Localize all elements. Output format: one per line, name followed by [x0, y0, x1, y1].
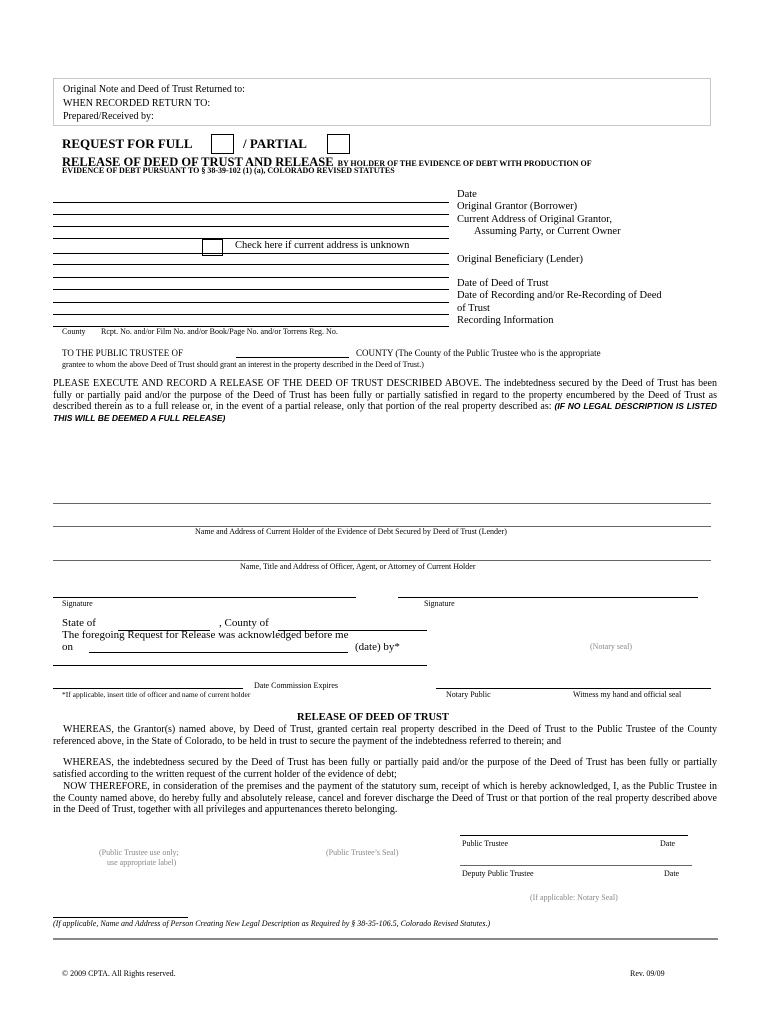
of-trust-label: of Trust — [457, 302, 490, 314]
request-full-label: REQUEST FOR FULL — [62, 136, 193, 151]
date-label: Date — [457, 189, 477, 200]
release-paragraph-3: NOW THEREFORE, in consideration of the premises and the payment of the statutory sum, receipt of which is hereby acknowledged, I, as the Public Trustee in the County named above, do hereby fully and absolutely release, cancel and forever discharge the Deed of Trust or that portion of the real property described above in the Deed of Trust, together with all privileges and appurtenances thereto belonging. — [53, 781, 717, 816]
on-label: on — [62, 641, 73, 653]
footer-divider — [53, 938, 718, 940]
deputy-trustee-date-label: Date — [664, 869, 680, 878]
signature-line-right[interactable] — [398, 597, 698, 598]
beneficiary-label: Original Beneficiary (Lender) — [457, 254, 583, 265]
commission-expires-label: Date Commission Expires — [254, 681, 338, 690]
recording-date-label: Date of Recording and/or Re-Recording of Deed — [457, 290, 662, 302]
notary-public-label: Notary Public — [446, 690, 491, 699]
notary-seal-applicable-label: (If applicable: Notary Seal) — [530, 893, 618, 902]
grantor-field-line[interactable] — [53, 214, 449, 215]
recording-field-line-2[interactable] — [53, 314, 449, 315]
to-public-trustee-label: TO THE PUBLIC TRUSTEE OF — [62, 348, 184, 358]
date-by-label: (date) by* — [355, 641, 400, 653]
if-applicable-note: *If applicable, insert title of officer and name of current holder — [62, 690, 251, 699]
recording-date-field-line[interactable] — [53, 289, 449, 290]
legal-description-field-line[interactable] — [53, 503, 711, 504]
copyright-text: © 2009 CPTA. All Rights reserved. — [62, 969, 176, 978]
date-field-line[interactable] — [53, 202, 449, 203]
county-label: County — [62, 327, 86, 336]
holder-label: Name and Address of Current Holder of the Evidence of Debt Secured by Deed of Trust (Lender) — [195, 527, 507, 536]
legal-description-warning: (IF NO LEGAL DESCRIPTION IS LISTED THIS WILL BE DEEMED A FULL RELEASE) — [53, 401, 718, 423]
appropriate-label-note: use appropriate label) — [107, 858, 177, 867]
acknowledged-by-field-line[interactable] — [53, 665, 427, 666]
owner-field-line[interactable] — [53, 253, 449, 254]
when-recorded-label: WHEN RECORDED RETURN TO: — [63, 97, 211, 109]
full-release-checkbox[interactable] — [211, 134, 234, 154]
recording-labels — [457, 278, 662, 327]
deputy-trustee-signature-line[interactable] — [460, 865, 692, 866]
signature-label-left: Signature — [62, 599, 93, 608]
public-trustee-label: Public Trustee — [462, 839, 509, 848]
address-unknown-label: Check here if current address is unknown — [235, 240, 410, 251]
public-trustee-signature-line[interactable] — [460, 835, 688, 836]
deputy-trustee-label: Deputy Public Trustee — [462, 869, 534, 878]
assuming-party-label: Assuming Party, or Current Owner — [474, 225, 621, 237]
address-field-line-1[interactable] — [53, 226, 449, 227]
legal-description-creator-line[interactable] — [53, 917, 188, 918]
address-field-line-2[interactable] — [53, 238, 449, 239]
notary-signature-line[interactable] — [436, 688, 711, 689]
trustee-seal-label: (Public Trustee’s Seal) — [326, 848, 399, 857]
county-description-label: COUNTY (The County of the Public Trustee who is the appropriate — [356, 348, 601, 358]
release-heading: RELEASE OF DEED OF TRUST — [297, 712, 449, 723]
trustee-use-only-label: (Public Trustee use only; — [99, 848, 179, 857]
commission-field-line[interactable] — [53, 688, 243, 689]
recording-numbers-label: Rcpt. No. and/or Film No. and/or Book/Page No. and/or Torrens Reg. No. — [101, 327, 338, 336]
trustee-county-field-line[interactable] — [236, 357, 349, 358]
partial-release-checkbox[interactable] — [327, 134, 350, 154]
beneficiary-field-line[interactable] — [53, 264, 449, 265]
prepared-by-label: Prepared/Received by: — [63, 111, 154, 122]
officer-label: Name, Title and Address of Officer, Agent, or Attorney of Current Holder — [240, 562, 476, 571]
dot-date-field-line[interactable] — [53, 277, 449, 278]
county-of-label: , County of — [219, 617, 269, 629]
witness-label: Witness my hand and official seal — [573, 690, 682, 699]
grantee-note: grantee to whom the above Deed of Trust should grant an interest in the property described in the Deed of Trust.) — [62, 360, 424, 369]
public-trustee-date-label: Date — [660, 839, 676, 848]
return-to-box — [53, 78, 711, 126]
dot-date-label: Date of Deed of Trust — [457, 278, 549, 289]
recording-info-label: Recording Information — [457, 314, 554, 326]
deed-details-labels — [457, 189, 621, 238]
recording-field-line-1[interactable] — [53, 302, 449, 303]
grantor-label: Original Grantor (Borrower) — [457, 201, 578, 213]
request-paragraph: PLEASE EXECUTE AND RECORD A RELEASE OF THE DEED OF TRUST DESCRIBED ABOVE. The indebtedness secured by the Deed of Trust has been fully or partially paid and/or the purpose of the Deed of Trust has been fully or partially satisfied in regard to the property encumbered by the Deed of Trust as described therein as to a full release or, in the event of a partial release, only that portion of the real property described as: (IF NO LEGAL DESCRIPTION IS LISTED THIS WILL BE DEEMED A FULL RELEASE) — [53, 378, 718, 423]
release-title-line2: EVIDENCE OF DEBT PURSUANT TO § 38-39-102 (1) (a), COLORADO REVISED STATUTES — [62, 166, 395, 175]
signature-line-left[interactable] — [53, 597, 356, 598]
partial-label: / PARTIAL — [243, 136, 307, 151]
acknowledged-date-field-line[interactable] — [89, 652, 348, 653]
acknowledged-label: The foregoing Request for Release was acknowledged before me — [62, 629, 349, 641]
notary-seal-label: (Notary seal) — [590, 642, 632, 651]
legal-description-note: (If applicable, Name and Address of Person Creating New Legal Description as Required by § 38-35-106.5, Colorado Revised Statutes.) — [53, 919, 491, 928]
state-of-label: State of — [62, 617, 96, 629]
release-title: RELEASE OF DEED OF TRUST AND RELEASE BY HOLDER OF THE EVIDENCE OF DEBT WITH PRODUCTION OF — [62, 155, 592, 169]
signature-label-right: Signature — [424, 599, 455, 608]
revision-text: Rev. 09/09 — [630, 969, 665, 978]
release-paragraph-2: WHEREAS, the indebtedness secured by the Deed of Trust has been fully or partially paid and/or the purpose of the Deed of Trust has been fully or partially satisfied according to the written request of the current holder of the evidence of debt; — [53, 757, 717, 780]
returned-to-label: Original Note and Deed of Trust Returned to: — [63, 84, 245, 95]
officer-field-line[interactable] — [53, 560, 711, 561]
current-address-label: Current Address of Original Grantor, — [457, 213, 613, 225]
release-paragraph-1: WHEREAS, the Grantor(s) named above, by Deed of Trust, granted certain real property described in the Deed of Trust to the Public Trustee of the County referenced above, in the State of Colorado, to be held in trust to secure the payment of the indebtedness referred to therein; and — [53, 724, 717, 747]
